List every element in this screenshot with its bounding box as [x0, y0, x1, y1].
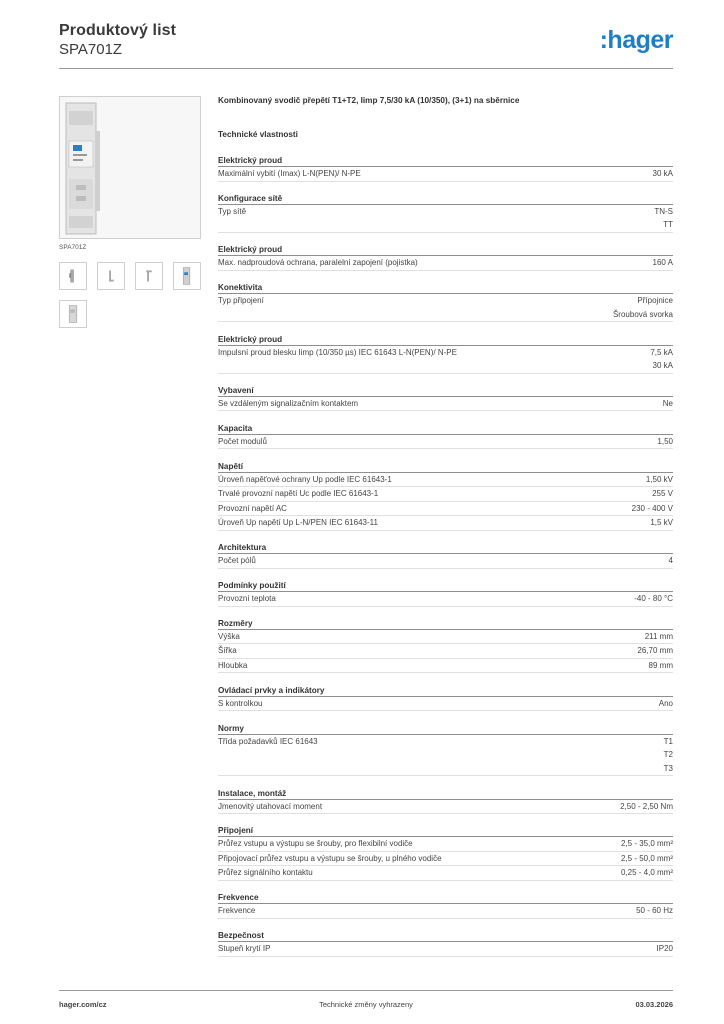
- spec-row: [218, 697, 673, 712]
- spec-group-title: Rozměry: [218, 618, 673, 630]
- spec-value: Přípojnice Šroubová svorka: [612, 296, 673, 319]
- spec-row: [218, 592, 673, 607]
- spec-row: [218, 659, 673, 674]
- spec-group-title: Elektrický proud: [218, 334, 673, 346]
- spec-group-title: Instalace, montáž: [218, 788, 673, 800]
- spec-name: Max. nadproudová ochrana, paralelní zapojení (pojistka): [218, 258, 418, 268]
- spec-name: Provozní napětí AC: [218, 503, 287, 513]
- spec-name: Šířka: [218, 646, 237, 656]
- spec-value: 1,5 kV: [650, 518, 673, 528]
- spec-group-title: Připojení: [218, 825, 673, 837]
- footer-website[interactable]: hager.com/cz: [59, 1000, 107, 1009]
- spec-row: [218, 800, 673, 815]
- spec-row: [218, 852, 673, 867]
- spec-row: [218, 487, 673, 502]
- spec-name: Maximální vybití (Imax) L-N(PEN)/ N-PE: [218, 169, 361, 178]
- spec-group: [218, 461, 673, 531]
- spec-value: IP20: [656, 944, 673, 954]
- spec-row: [218, 866, 673, 881]
- product-image[interactable]: [59, 96, 201, 239]
- spec-row: [218, 167, 673, 182]
- spec-value: 2,50 - 2,50 Nm: [620, 801, 673, 811]
- device-top-icon: [136, 263, 162, 289]
- spec-value: 30 kA: [652, 169, 673, 178]
- spec-group-title: Napětí: [218, 461, 673, 473]
- spec-name: Stupeň krytí IP: [218, 944, 271, 954]
- spec-name: Výška: [218, 631, 240, 641]
- spec-value: 255 V: [652, 489, 673, 499]
- spec-name: Úroveň Up napětí Up L-N/PEN IEC 61643-11: [218, 518, 378, 528]
- spec-name: Typ připojení: [218, 296, 264, 306]
- spec-group-title: Kapacita: [218, 423, 673, 435]
- spec-name: Impulsní proud blesku Iimp (10/350 µs) IEC 61643 L-N(PEN)/ N-PE: [218, 347, 457, 357]
- spec-value: T1 T2 T3: [663, 736, 673, 773]
- spec-row: [218, 554, 673, 569]
- surge-arrester-icon: [64, 101, 104, 236]
- spec-value: 4: [668, 556, 673, 566]
- spec-value: 2,5 - 35,0 mm²: [620, 839, 673, 849]
- spec-group-title: Vybavení: [218, 385, 673, 397]
- spec-row: [218, 735, 673, 777]
- spec-group: [218, 892, 673, 919]
- spec-group: [218, 282, 673, 322]
- page-header: [59, 22, 673, 69]
- spec-group-title: Konfigurace sítě: [218, 193, 673, 205]
- spec-group-title: Ovládací prvky a indikátory: [218, 685, 673, 697]
- spec-group: [218, 930, 673, 957]
- spec-name: Úroveň napěťové ochrany Up podle IEC 61643-1: [218, 474, 392, 484]
- image-caption: SPA701Z: [59, 244, 87, 251]
- spec-row: [218, 346, 673, 374]
- page-footer: [59, 990, 673, 1012]
- spec-value: -40 - 80 °C: [634, 594, 673, 604]
- device-side-icon: [60, 263, 86, 289]
- spec-name: Průřez signálního kontaktu: [218, 868, 313, 878]
- specification-column: [218, 96, 673, 968]
- spec-name: Frekvence: [218, 906, 256, 916]
- spec-row: [218, 502, 673, 517]
- spec-name: Se vzdáleným signalizačním kontaktem: [218, 398, 359, 408]
- spec-name: Provozní teplota: [218, 594, 276, 604]
- thumbnail-1[interactable]: [59, 262, 87, 290]
- spec-value: 50 - 60 Hz: [636, 906, 673, 916]
- spec-value: 0,25 - 4,0 mm²: [620, 868, 673, 878]
- spec-value: Ne: [662, 398, 673, 408]
- spec-name: Připojovací průřez vstupu a výstupu se šrouby, u plného vodiče: [218, 853, 442, 863]
- spec-row: [218, 294, 673, 322]
- spec-name: Jmenovitý utahovací moment: [218, 801, 323, 811]
- thumbnail-2[interactable]: [97, 262, 125, 290]
- thumbnail-3[interactable]: [135, 262, 163, 290]
- spec-groups: [218, 155, 673, 957]
- tech-properties-heading: Technické vlastnosti: [218, 130, 298, 139]
- spec-row: [218, 435, 673, 450]
- page-title: Produktový list: [59, 22, 177, 39]
- device-angle-icon: [60, 301, 86, 327]
- spec-group: [218, 244, 673, 271]
- product-code: SPA701Z: [59, 41, 123, 58]
- device-profile-icon: [98, 263, 124, 289]
- spec-name: Typ sítě: [218, 206, 247, 216]
- spec-value: 230 - 400 V: [631, 503, 673, 513]
- spec-group-title: Elektrický proud: [218, 155, 673, 167]
- spec-value: 7,5 kA 30 kA: [650, 347, 673, 371]
- product-media: [59, 96, 201, 251]
- spec-group: [218, 385, 673, 412]
- spec-name: Počet pólů: [218, 556, 256, 566]
- spec-group: [218, 193, 673, 233]
- spec-value: 160 A: [652, 258, 673, 268]
- hager-logo: :hager: [599, 26, 673, 54]
- spec-group: [218, 685, 673, 712]
- spec-row: [218, 256, 673, 271]
- spec-value: TN-S TT: [654, 206, 673, 230]
- spec-group-title: Normy: [218, 723, 673, 735]
- spec-row: [218, 644, 673, 659]
- spec-row: [218, 904, 673, 919]
- product-description: Kombinovaný svodič přepětí T1+T2, Iimp 7,5/30 kA (10/350), (3+1) na sběrnice: [218, 96, 520, 105]
- spec-group: [218, 423, 673, 450]
- spec-name: Počet modulů: [218, 436, 267, 446]
- spec-row: [218, 630, 673, 645]
- spec-value: 211 mm: [644, 631, 673, 641]
- spec-row: [218, 397, 673, 412]
- spec-name: Trvalé provozní napětí Uc podle IEC 61643-1: [218, 489, 379, 499]
- spec-row: [218, 516, 673, 531]
- spec-value: 26,70 mm: [637, 646, 673, 656]
- thumbnail-5[interactable]: [59, 300, 87, 328]
- spec-name: Hloubka: [218, 660, 248, 670]
- spec-group-title: Podmínky použití: [218, 580, 673, 592]
- footer-note: Technické změny vyhrazeny: [319, 1000, 413, 1009]
- spec-group: [218, 580, 673, 607]
- spec-row: [218, 837, 673, 852]
- spec-group-title: Elektrický proud: [218, 244, 673, 256]
- spec-value: 2,5 - 50,0 mm²: [620, 853, 673, 863]
- spec-group: [218, 542, 673, 569]
- spec-group-title: Bezpečnost: [218, 930, 673, 942]
- spec-group-title: Architektura: [218, 542, 673, 554]
- spec-row: [218, 942, 673, 957]
- spec-group: [218, 723, 673, 777]
- spec-group: [218, 334, 673, 374]
- spec-group: [218, 618, 673, 674]
- footer-date: 03.03.2026: [635, 1000, 673, 1009]
- spec-group: [218, 788, 673, 815]
- spec-group: [218, 155, 673, 182]
- device-front-icon: [174, 263, 200, 289]
- spec-name: Průřez vstupu a výstupu se šrouby, pro flexibilní vodiče: [218, 839, 413, 849]
- spec-value: 1,50 kV: [645, 474, 673, 484]
- spec-group-title: Konektivita: [218, 282, 673, 294]
- spec-group: [218, 825, 673, 881]
- spec-value: 1,50: [657, 436, 673, 446]
- spec-value: Ano: [658, 698, 673, 708]
- spec-group-title: Frekvence: [218, 892, 673, 904]
- spec-name: S kontrolkou: [218, 698, 263, 708]
- spec-row: [218, 473, 673, 488]
- spec-name: Třída požadavků IEC 61643: [218, 736, 318, 746]
- thumbnail-4[interactable]: [173, 262, 201, 290]
- spec-row: [218, 205, 673, 233]
- spec-value: 89 mm: [648, 660, 673, 670]
